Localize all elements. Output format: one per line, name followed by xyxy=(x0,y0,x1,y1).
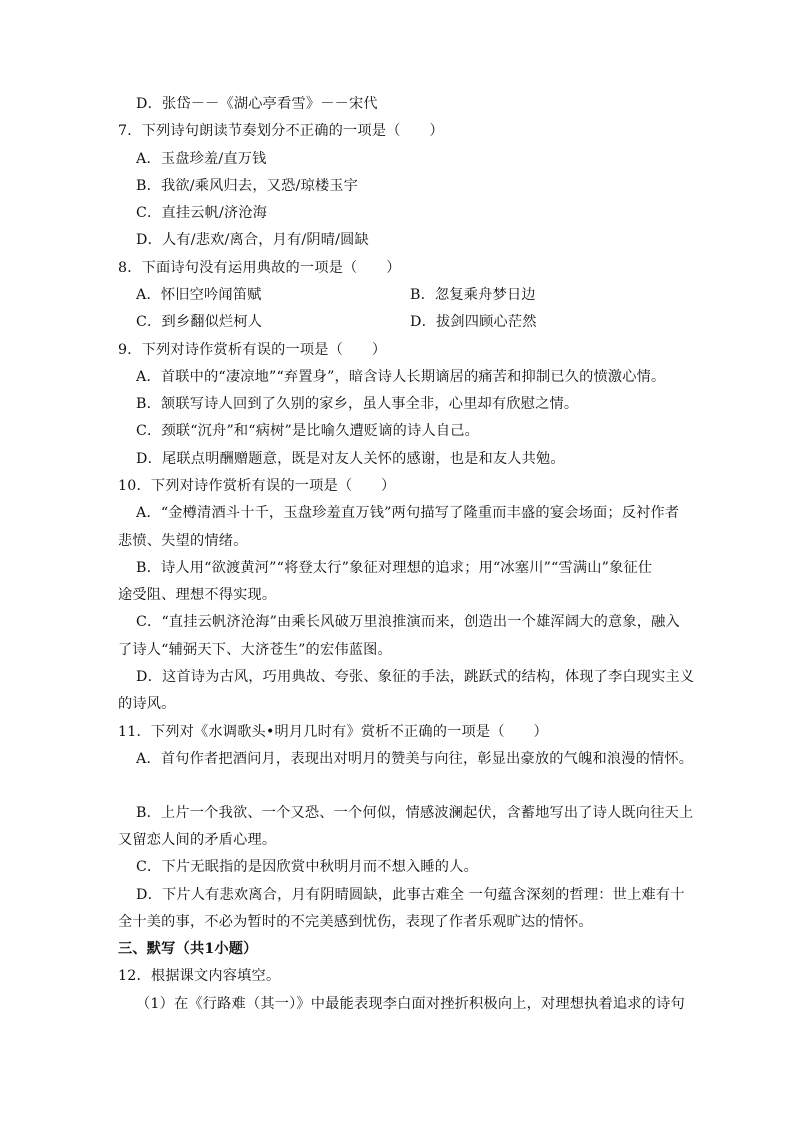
q7-option-a: A．玉盘珍羞/直万钱 xyxy=(136,151,267,167)
question-11: 11．下列对《水调歌头•明月几时有》赏析不正确的一项是（ ） xyxy=(118,724,548,740)
q10-option-d-line1: D．这首诗为古风，巧用典故、夸张、象征的手法，跳跃式的结构，体现了李白现实主义 xyxy=(136,669,695,685)
question-9: 9．下列对诗作赏析有误的一项是（ ） xyxy=(118,342,387,358)
q9-option-b: B．颔联写诗人回到了久别的家乡，虽人事全非，心里却有欣慰之情。 xyxy=(136,396,579,412)
q7-option-d: D．人有/悲欢/离合，月有/阴晴/圆缺 xyxy=(136,232,369,248)
q8-option-a: A．怀旧空吟闻笛赋 xyxy=(136,287,262,303)
q11-option-d-line1: D．下片人有悲欢离合，月有阴晴圆缺，此事古难全 一句蕴含深刻的哲理：世上难有十 xyxy=(136,887,685,903)
question-7: 7．下列诗句朗读节奏划分不正确的一项是（ ） xyxy=(118,123,444,139)
q11-option-b-line1: B．上片一个我欲、一个又恐、一个何似，情感波澜起伏，含蓄地写出了诗人既向往天上 xyxy=(136,805,694,821)
q10-option-b-line1: B．诗人用“欲渡黄河”“将登太行”象征对理想的追求；用“冰塞川”“雪满山”象征仕 xyxy=(136,560,653,576)
q7-option-b: B．我欲/乘风归去，又恐/琼楼玉宇 xyxy=(136,178,359,194)
question-10: 10．下列对诗作赏析有误的一项是（ ） xyxy=(118,478,396,494)
q10-option-c-line1: C．“直挂云帆济沧海”由乘长风破万里浪推演而来，创造出一个雄浑阔大的意象，融入 xyxy=(136,614,680,630)
q9-option-a: A．首联中的“凄凉地”“弃置身”，暗含诗人长期谪居的痛苦和抑制已久的愤激心情。 xyxy=(136,369,666,385)
q8-option-b: B．忽复乘舟梦日边 xyxy=(410,287,536,303)
q10-option-a-line1: A．“金樽清酒斗十千，玉盘珍羞直万钱”两句描写了隆重而丰盛的宴会场面；反衬作者 xyxy=(136,505,680,521)
section-heading-dictation: 三、默写（共1小题） xyxy=(118,941,258,957)
q10-option-a-line2: 悲愤、失望的情绪。 xyxy=(118,533,248,549)
q11-option-b-line2: 又留恋人间的矛盾心理。 xyxy=(118,832,277,848)
q9-option-c: C．颈联“沉舟”和“病树”是比喻久遭贬谪的诗人自己。 xyxy=(136,423,480,439)
q10-option-b-line2: 途受阻、理想不得实现。 xyxy=(118,587,277,603)
q8-option-d: D．拔剑四顾心茫然 xyxy=(410,314,537,330)
q11-option-d-line2: 全十美的事，不必为暂时的不完美感到忧伤，表现了作者乐观旷达的情怀。 xyxy=(118,914,593,930)
q10-option-d-line2: 的诗风。 xyxy=(118,696,176,712)
q8-option-c: C．到乡翻似烂柯人 xyxy=(136,314,263,330)
q6-option-d: D．张岱－－《湖心亭看雪》－－宋代 xyxy=(136,96,378,112)
q9-option-d: D．尾联点明酬赠题意，既是对友人关怀的感谢，也是和友人共勉。 xyxy=(136,451,565,467)
q10-option-c-line2: 了诗人“辅弼天下、大济苍生”的宏伟蓝图。 xyxy=(118,642,392,658)
q11-option-c: C．下片无眠指的是因欣赏中秋明月而不想入睡的人。 xyxy=(136,859,478,875)
q12-item-1: （1）在《行路难（其一）》中最能表现李白面对挫折积极向上，对理想执着追求的诗句 xyxy=(136,996,685,1012)
q7-option-c: C．直挂云帆/济沧海 xyxy=(136,205,268,221)
q11-option-a: A．首句作者把酒问月，表现出对明月的赞美与向往，彰显出豪放的气魄和浪漫的情怀。 xyxy=(136,751,694,767)
question-12: 12．根据课文内容填空。 xyxy=(118,968,281,984)
question-8: 8．下面诗句没有运用典故的一项是（ ） xyxy=(118,260,401,276)
